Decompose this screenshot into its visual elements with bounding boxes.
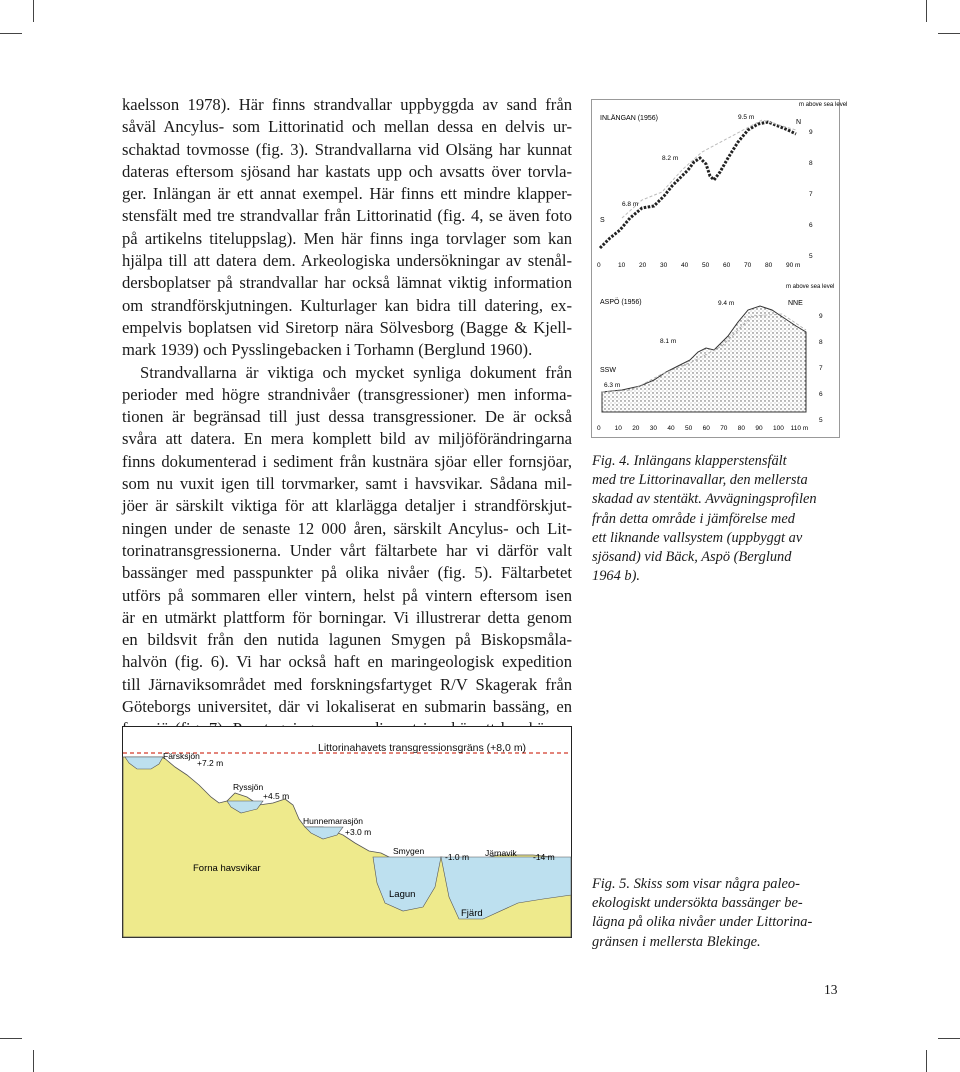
aspo-x-ticks — [597, 425, 808, 432]
x-tick: 20 — [632, 425, 640, 432]
body-line: perioder med högre strandnivåer (transgressioner) men informa- — [122, 384, 572, 404]
inlangan-title: INLÄNGAN (1956) — [600, 115, 658, 122]
body-line: en bildsvit från den nutida lagunen Smygen på Biskopsmåla- — [122, 630, 572, 650]
body-line: som nu vuxit igen till torvmarker, samt i havsvikar. Sådana mil- — [122, 474, 572, 494]
x-tick: 80 — [737, 425, 746, 432]
inlangan-profile-line — [600, 122, 796, 248]
body-line: på artikelns titeluppslag). Men här finns inga torvlager som kan — [122, 228, 572, 248]
body-line: svåra att datera. En mera komplett bild av miljöförändringarna — [122, 429, 572, 449]
inlangan-right-dir: N — [796, 119, 802, 126]
body-line: halvön (fig. 6). Vi har också haft en maringeologisk expedition — [122, 652, 572, 672]
basin-name: Färsksjön — [163, 751, 200, 761]
caption-line: sjösand) vid Bäck, Aspö (Berglund — [592, 549, 792, 566]
crop-mark — [938, 33, 960, 34]
basin-level: +3.0 m — [345, 827, 372, 837]
x-tick: 80 — [765, 262, 773, 269]
body-line: såväl Ancylus- som Littorinatid och mellan dessa en delvis ur- — [122, 117, 572, 137]
body-line: ger. Inlängan är ett annat exempel. Här finns ett mindre klapper- — [122, 184, 572, 204]
y-tick: 5 — [819, 417, 823, 424]
inlangan-profile — [597, 102, 847, 269]
x-tick: 100 — [773, 425, 784, 432]
x-tick: 30 — [660, 262, 668, 269]
aspo-label-3: 9.4 m — [718, 300, 735, 307]
x-tick: 10 — [618, 262, 626, 269]
basin-level: -14 m — [533, 852, 555, 862]
y-tick: 8 — [809, 160, 813, 167]
aspo-label-2: 8.1 m — [660, 338, 677, 345]
x-tick: 20 — [639, 262, 647, 269]
body-line: utförs på sommaren eller vintern, helst på vintern eftersom isen — [122, 585, 572, 605]
caption-line: Fig. 4. Inlängans klapperstensfält — [592, 453, 787, 469]
caption-line: ekologiskt undersökta bassänger be- — [592, 895, 803, 912]
figure-5-basins-sketch — [122, 726, 572, 938]
crop-mark — [33, 0, 34, 22]
x-tick: 50 — [702, 262, 710, 269]
aspo-right-dir: NNE — [788, 300, 803, 307]
y-tick: 9 — [809, 129, 813, 136]
aspo-profile — [597, 284, 834, 432]
caption-line: Fig. 5. Skiss som visar några paleo- — [592, 876, 800, 892]
x-tick: 30 — [649, 425, 658, 432]
area-label: Forna havsvikar — [193, 863, 261, 874]
inlangan-label-1: 6.8 m — [622, 201, 639, 208]
basin-name: Järnavik — [485, 848, 517, 858]
crop-mark — [33, 1050, 34, 1072]
body-text-column — [122, 94, 572, 741]
y-tick: 8 — [819, 339, 823, 346]
body-line: Strandvallarna är viktiga och mycket synliga dokument från — [140, 362, 572, 382]
inlangan-label-3: 9.5 m — [738, 114, 755, 121]
y-tick: 6 — [809, 222, 813, 229]
body-line: jöer är särskilt viktiga för att klarlägga detaljer i strandförskjut- — [122, 496, 572, 516]
body-line: om strandförskjutningen. Kulturlager kan bidra till datering, ex- — [122, 295, 572, 315]
caption-line: med tre Littorinavallar, den mellersta — [592, 472, 808, 489]
body-line: dateras eftersom sjösand har kastats upp och avsatts över torvla- — [122, 161, 572, 181]
x-tick: 90 m — [786, 262, 801, 269]
caption-line: ett liknande vallsystem (uppbyggt av — [592, 529, 803, 546]
transgression-limit-label: Littorinahavets transgressionsgräns (+8,0 m) — [318, 742, 527, 754]
x-tick: 40 — [667, 425, 675, 432]
area-label: Fjärd — [461, 908, 483, 919]
inlangan-left-dir: S — [600, 217, 605, 224]
body-line: bassänger med passpunkter på olika nivåer (fig. 5). Fältarbetet — [122, 563, 572, 583]
body-line: schaktad tovmosse (fig. 3). Strandvallarna vid Olsäng har kunnat — [122, 139, 572, 159]
crop-mark — [0, 1038, 22, 1039]
y-tick: 5 — [809, 253, 813, 260]
basin-name: Ryssjön — [233, 782, 264, 792]
body-line: dersboplatser på strandvallar har också lämnat viktig information — [122, 273, 572, 293]
body-line: torinatransgressionerna. Under vårt fältarbete har vi därför valt — [122, 540, 572, 560]
body-line: kaelsson 1978). Här finns strandvallar uppbyggda av sand från — [122, 95, 572, 114]
y-tick: 9 — [819, 313, 823, 320]
x-tick: 110 m — [790, 425, 809, 432]
body-line: tionen är begränsad till just dessa transgressioner. De är också — [122, 407, 572, 427]
caption-line: lägna på olika nivåer under Littorina- — [592, 914, 813, 931]
crop-mark — [938, 1038, 960, 1039]
inlangan-x-ticks — [597, 262, 800, 269]
x-tick: 0 — [597, 425, 601, 432]
caption-line: 1964 b). — [592, 568, 640, 585]
basin-name: Hunnemarasjön — [303, 816, 364, 826]
basin-level: +7.2 m — [197, 758, 224, 768]
inlangan-label-2: 8.2 m — [662, 155, 679, 162]
caption-line: från detta område i jämförelse med — [592, 510, 795, 527]
basin-level: +4.5 m — [263, 791, 290, 801]
aspo-axis-label: m above sea level — [786, 284, 835, 290]
y-tick: 6 — [819, 391, 823, 398]
area-label: Lagun — [389, 889, 416, 900]
caption-line: skadad av stentäkt. Avvägningsprofilen — [592, 491, 817, 508]
body-line: empelvis boplatsen vid Siretorp nära Sölvesborg (Bagge & Kjell- — [122, 317, 572, 337]
aspo-label-1: 6.3 m — [604, 382, 621, 389]
body-line: hjälpa till att datera dem. Arkeologiska undersökningar av stenål- — [122, 251, 572, 271]
y-tick: 7 — [809, 191, 813, 198]
x-tick: 70 — [720, 425, 728, 432]
basin-level: -1.0 m — [445, 852, 470, 862]
crop-mark — [926, 0, 927, 22]
aspo-title: ASPÖ (1956) — [600, 299, 642, 306]
aspo-profile-fill — [602, 306, 806, 412]
body-line: mark 1939) och Pysslingebacken i Torhamn (Berglund 1960). — [122, 340, 533, 360]
x-tick: 70 — [744, 262, 752, 269]
body-line: stensfält med tre strandvallar från Littorinatid (fig. 4, se även foto — [122, 206, 572, 226]
x-tick: 40 — [681, 262, 689, 269]
crop-mark — [0, 33, 22, 34]
x-tick: 60 — [723, 262, 731, 269]
figure-4-caption — [592, 452, 852, 586]
figure-5-caption — [592, 875, 852, 952]
page-number: 13 — [824, 982, 838, 997]
inlangan-axis-label: m above sea level — [799, 102, 848, 108]
y-tick: 7 — [819, 365, 823, 372]
body-line: Göteborgs universitet, där vi lokaliserat en submarin bassäng, en — [122, 697, 572, 717]
x-tick: 10 — [614, 425, 622, 432]
x-tick: 60 — [702, 425, 710, 432]
x-tick: 90 — [755, 425, 763, 432]
x-tick: 0 — [597, 262, 601, 269]
figure-4-profiles — [591, 99, 848, 438]
aspo-left-dir: SSW — [600, 367, 616, 374]
caption-line: gränsen i mellersta Blekinge. — [592, 933, 761, 950]
body-line: är en utmärkt plattform för borningar. Vi illustrerar detta genom — [122, 607, 572, 627]
basin-name: Smygen — [393, 846, 425, 856]
body-line: ningen under de senaste 12 000 åren, särskilt Ancylus- och Lit- — [122, 518, 572, 538]
x-tick: 50 — [685, 425, 693, 432]
crop-mark — [926, 1050, 927, 1072]
body-line: till Järnaviksområdet med forskningsfartyget R/V Skagerak från — [122, 674, 572, 694]
body-line: finns dokumenterad i sediment från kustnära sjöar eller fornsjöar, — [122, 451, 572, 471]
